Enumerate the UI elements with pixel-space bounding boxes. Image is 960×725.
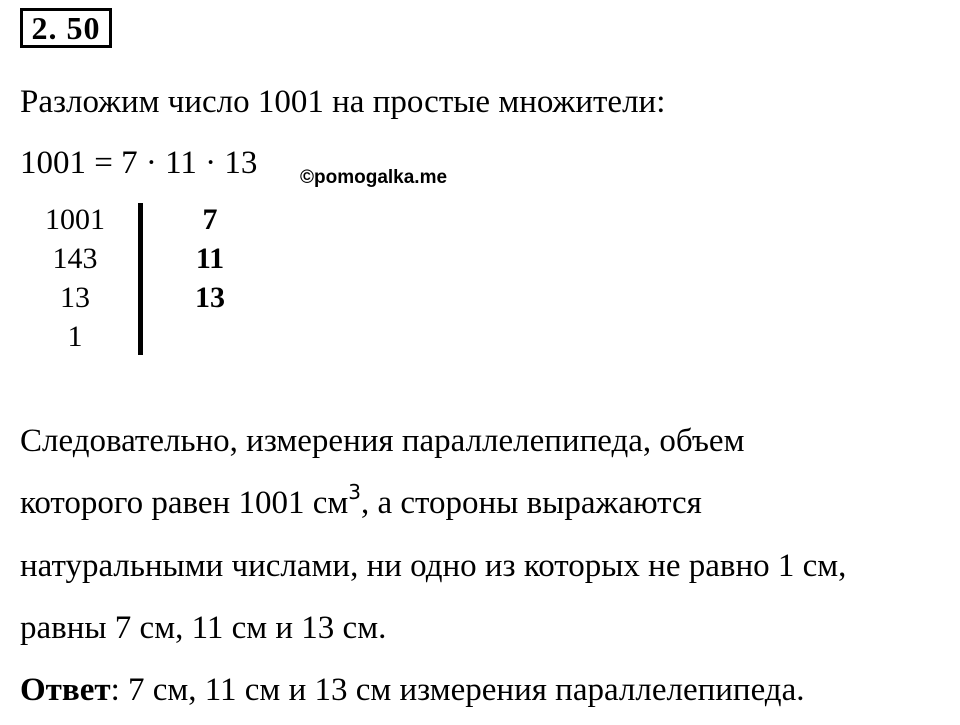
table-divider-line xyxy=(138,203,143,355)
factorization-table xyxy=(30,200,250,360)
conclusion-line-3: натуральными числами, ни одно из которых не равно 1 см, xyxy=(20,548,847,584)
dividend-cell: 1001 xyxy=(45,203,105,236)
problem-number-box: 2. 50 xyxy=(20,8,112,48)
answer-line xyxy=(20,670,804,710)
conclusion-line-4: равны 7 см, 11 см и 13 см. xyxy=(20,610,387,646)
watermark: ©pomogalka.me xyxy=(300,167,448,188)
conclusion-line-2-start: которого равен 1001 см xyxy=(20,485,349,521)
answer-text: : 7 см, 11 см и 13 см измерения параллелепипеда. xyxy=(110,672,805,708)
answer-label: Ответ xyxy=(20,672,111,708)
intro-text: Разложим число 1001 на простые множители: xyxy=(20,84,666,120)
dividends-column xyxy=(30,200,120,356)
dividend-cell: 143 xyxy=(52,242,98,275)
dividend-cell: 1 xyxy=(67,320,83,353)
conclusion-line-1: Следовательно, измерения параллелепипеда, объем xyxy=(20,423,745,459)
cube-superscript: 3 xyxy=(348,480,361,504)
factorization-equation: 1001 = 7 · 11 · 13 xyxy=(20,145,258,181)
divisor-cell: 7 xyxy=(202,203,218,236)
dividend-cell: 13 xyxy=(60,281,90,314)
divisor-cell: 13 xyxy=(195,281,225,314)
conclusion-line-2-end: , а стороны выражаются xyxy=(360,485,702,521)
divisor-cell: 11 xyxy=(195,242,225,275)
divisors-column xyxy=(180,200,240,317)
conclusion-line-2 xyxy=(20,480,702,523)
